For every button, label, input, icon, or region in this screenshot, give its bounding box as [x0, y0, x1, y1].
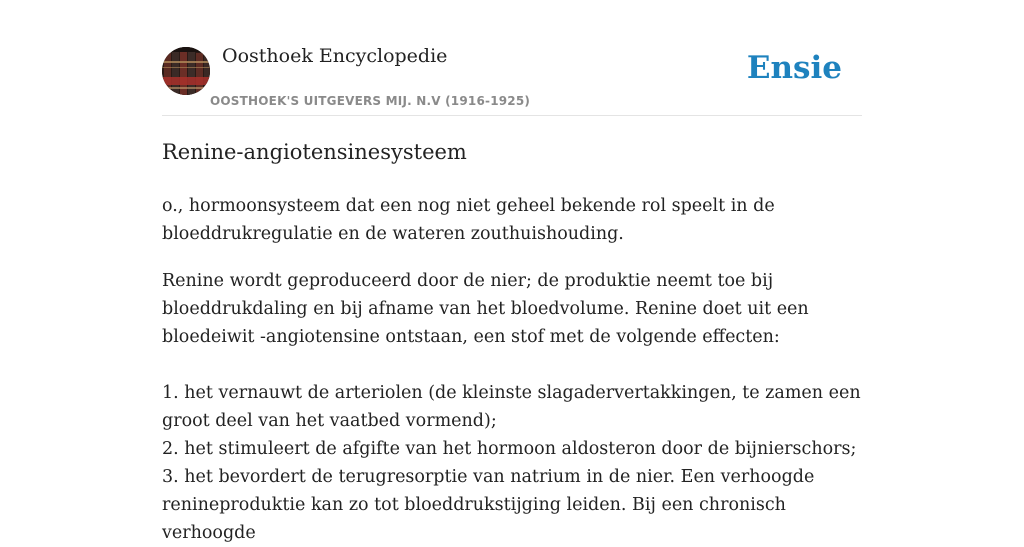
list-item: 2. het stimuleert de afgifte van het hormoon aldosteron door de bijnierschors; — [162, 439, 857, 459]
effects-list — [162, 379, 862, 547]
brand-logo[interactable]: Ensie — [746, 50, 842, 86]
list-item: 3. het bevordert de terugresorptie van natrium in de nier. Een verhoogde renineproduktie kan zo tot bloeddrukstijging leiden. Bij een chronisch verhoogde — [162, 467, 815, 543]
source-name[interactable]: Oosthoek Encyclopedie — [222, 45, 448, 67]
header-divider — [162, 115, 862, 116]
article-card — [162, 0, 862, 543]
source-publisher: OOSTHOEK'S UITGEVERS MIJ. N.V (1916-1925) — [210, 94, 531, 108]
list-item: 1. het vernauwt de arteriolen (de kleinste slagadervertakkingen, te zamen een groot deel van het vaatbed vormend); — [162, 383, 861, 431]
article-paragraph-1: o., hormoonsysteem dat een nog niet geheel bekende rol speelt in de bloeddrukregulatie en de wateren zouthuishouding. — [162, 196, 775, 244]
article-title: Renine-angiotensinesysteem — [162, 140, 467, 164]
encyclopedia-books-icon[interactable] — [162, 47, 210, 95]
article-paragraph-2: Renine wordt geproduceerd door de nier; de produktie neemt toe bij bloeddrukdaling en bij afname van het bloedvolume. Renine doet uit een bloedeiwit -angiotensine ontstaan, een stof met de volgende effecten: — [162, 271, 809, 347]
